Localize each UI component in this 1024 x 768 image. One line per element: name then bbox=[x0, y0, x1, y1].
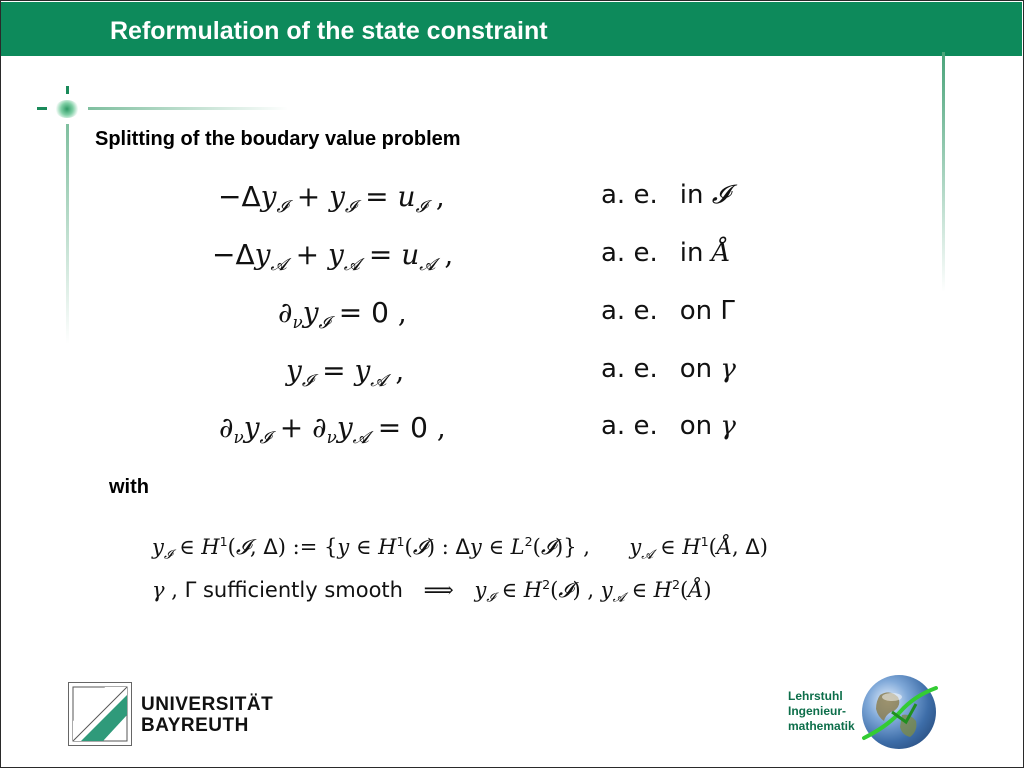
equation-row-3 bbox=[0, 296, 1024, 336]
equation-row-4 bbox=[0, 354, 1024, 394]
chair-name-line-1: Lehrstuhl bbox=[788, 689, 843, 703]
equation-3: $\partial_\nu y_𝓘 = 0$ , bbox=[278, 296, 407, 332]
chair-name-line-2: Ingenieur- bbox=[788, 704, 847, 718]
university-logo-icon bbox=[68, 682, 132, 746]
decor-horizontal-left bbox=[37, 107, 47, 110]
smoothness-text: sufficiently smooth bbox=[202, 578, 403, 603]
section-heading: Splitting of the boudary value problem bbox=[95, 128, 461, 150]
definition-line-1: $y_𝓘$ ∈ $H^1(𝓘$, Δ) := {y ∈ $H^1(𝓘)$ : Δy ∈ $L^2(𝓘)$} , $y_𝓐$ ∈ $H^1(Å$, Δ) bbox=[152, 534, 768, 562]
equation-1: $-\Delta y_𝓘 + y_𝓘 = u_𝓘$ , bbox=[218, 180, 445, 216]
condition-4: a. e. on γ bbox=[601, 354, 736, 384]
equation-row-1 bbox=[0, 180, 1024, 220]
equation-2: $-\Delta y_𝓐 + y_𝓐 = u_𝓐$ , bbox=[212, 238, 454, 274]
decor-glow-dot bbox=[55, 100, 79, 118]
with-label: with bbox=[109, 476, 149, 498]
university-name-line-1: UNIVERSITÄT bbox=[141, 694, 274, 715]
equation-row-2 bbox=[0, 238, 1024, 278]
title-bar bbox=[1, 2, 1022, 56]
university-name-line-2: BAYREUTH bbox=[141, 715, 249, 736]
decor-horizontal-line bbox=[88, 107, 288, 110]
checkmark-swoosh-icon bbox=[858, 682, 942, 742]
condition-2: a. e. in Å bbox=[601, 238, 731, 268]
condition-3: a. e. on Γ bbox=[601, 296, 735, 326]
equation-5: $\partial_\nu y_𝓘 + \partial_\nu y_𝓐 = 0$ , bbox=[219, 411, 446, 447]
condition-1: a. e. in 𝓘 bbox=[601, 180, 730, 210]
equation-row-5 bbox=[0, 411, 1024, 451]
equation-4: $y_𝓘 = y_𝓐$ , bbox=[286, 354, 405, 390]
condition-5: a. e. on γ bbox=[601, 411, 736, 441]
decor-vertical-top bbox=[66, 86, 69, 94]
chair-name-line-3: mathematik bbox=[788, 719, 855, 733]
slide-title: Reformulation of the state constraint bbox=[110, 17, 548, 45]
chair-name bbox=[788, 689, 855, 734]
definition-line-2: γ , Γ sufficiently smooth ⟹ $y_𝓘$ ∈ $H^2(𝓘)$ , $y_𝓐$ ∈ $H^2(Å)$ bbox=[152, 577, 712, 605]
university-name bbox=[141, 694, 273, 736]
